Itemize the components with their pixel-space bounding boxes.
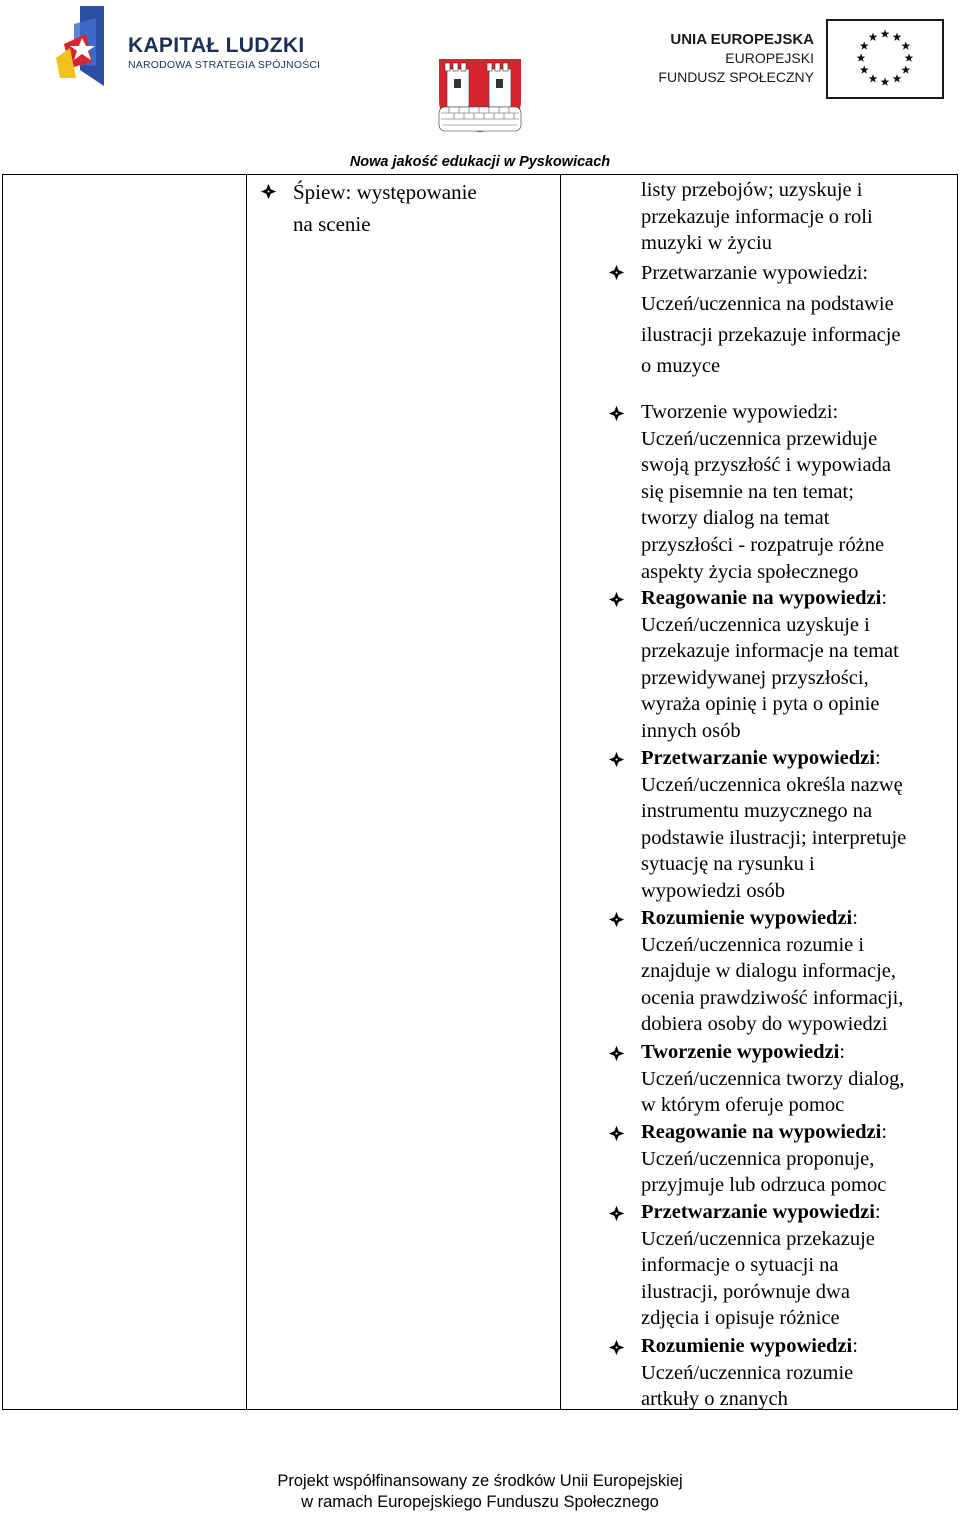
pyskowice-crest-icon [437,57,523,133]
outcome-item [608,905,953,1038]
diamond-bullet-icon [608,1045,625,1062]
kapital-ludzki-subtitle: NARODOWA STRATEGIA SPÓJNOŚCI [128,59,321,71]
outcome-term-colon: : [839,1041,846,1063]
outcome-term: Reagowanie na wypowiedzi [641,1121,882,1143]
ue-line-2: EUROPEJSKI [725,50,814,66]
outcome-line: Uczeń/uczennica uzyskuje i [641,613,870,636]
footer-line-2: w ramach Europejskiego Funduszu Społecznego [301,1493,659,1511]
list-item [608,905,953,1038]
outcome-line: Uczeń/uczennica na podstawie [641,293,894,315]
outcome-line: dobiera osoby do wypowiedzi [641,1013,888,1036]
kapital-ludzki-title: KAPITAŁ LUDZKI [128,34,305,57]
diamond-bullet-icon [608,405,625,422]
list-item [608,1333,953,1413]
outcome-term: Rozumienie wypowiedzi [641,907,853,929]
list-item [608,745,953,905]
eu-star-icon [901,41,910,49]
outcome-term-colon: : [862,262,869,284]
outcome-line: zdjęcia i opisuje różnice [641,1307,840,1330]
list-item [608,585,953,745]
outcome-term-colon: : [874,1201,881,1223]
eu-star-icon [869,74,878,82]
eu-star-icon [860,41,869,49]
outcome-line: artkuły o znanych [641,1388,788,1411]
outcome-line: Uczeń/uczennica rozumie i [641,933,865,956]
outcome-line: o muzyce [641,355,721,377]
footer-line-1: Projekt współfinansowany ze środków Unii Europejskiej [277,1472,683,1490]
outcome-line: Uczeń/uczennica określa nazwę [641,773,903,796]
outcome-item [608,399,953,585]
outcome-item [608,745,953,905]
list-item [608,258,953,382]
outcome-line: swoją przyszłość i wypowiada [641,454,891,477]
outcome-heading [641,1333,953,1360]
diamond-bullet-icon [608,911,625,928]
outcome-term: Tworzenie wypowiedzi [641,1041,840,1063]
outcome-item [608,585,953,745]
outcome-term: Przetwarzanie wypowiedzi [641,1201,875,1223]
eu-flag [826,19,944,99]
outcome-line: przewidywanej przyszłości, [641,666,869,689]
diamond-bullet-icon [608,751,625,768]
outcome-line: Uczeń/uczennica proponuje, [641,1147,875,1170]
continuation-line: listy przebojów; uzyskuje i [641,179,863,201]
outcome-line: w którym oferuje pomoc [641,1094,845,1117]
outcome-term: Przetwarzanie wypowiedzi [641,747,875,769]
outcome-heading [641,585,953,612]
outcome-line: aspekty życia społecznego [641,560,859,583]
outcome-heading [641,258,953,289]
list-item [608,1039,953,1119]
continuation-line: przekazuje informacje o roli [641,205,873,228]
outcome-heading [641,1119,953,1146]
ue-fund-label [640,30,814,87]
list-item [608,1199,953,1332]
outcome-term-colon: : [852,907,858,929]
list-item [260,177,548,241]
outcome-line: wypowiedzi osób [641,879,786,902]
outcome-heading [641,1039,953,1066]
outcome-term-colon: : [881,587,888,609]
outcome-term: Reagowanie na wypowiedzi [641,587,882,609]
continuation-text [641,177,873,257]
outcome-line: przyszłości - rozpatruje różne [641,533,885,556]
kapital-ludzki-logo [56,4,326,94]
ue-line-1: UNIA EUROPEJSKA [670,31,814,48]
outcome-line: przyjmuje lub odrzuca pomoc [641,1174,887,1197]
diamond-bullet-icon [608,1205,625,1222]
outcome-line: informacje o sytuacji na [641,1254,839,1277]
list-item [608,1119,953,1199]
curriculum-table [2,174,958,1410]
program-title: Nowa jakość edukacji w Pyskowicach [349,154,611,170]
list-item [608,399,953,585]
column-divider [246,175,247,1409]
outcome-line: ocenia prawdziwość informacji, [641,986,904,1009]
outcome-heading [641,745,953,772]
outcome-heading [641,399,953,426]
diamond-bullet-icon [608,591,625,608]
column-divider [560,175,561,1409]
outcome-line: się pisemnie na ten temat; [641,480,854,503]
eu-star-icon [869,33,878,41]
eu-star-icon [881,77,890,85]
outcome-item [608,1199,953,1332]
eu-star-icon [905,53,914,61]
eu-star-icon [893,74,902,82]
outcome-line: innych osób [641,719,741,742]
outcome-item [608,1039,953,1119]
outcome-line: Uczeń/uczennica przekazuje [641,1227,875,1250]
diamond-bullet-icon [260,183,277,200]
outcome-term: Tworzenie wypowiedzi [641,401,833,423]
outcome-line: podstawie ilustracji; interpretuje [641,826,907,849]
outcome-term-colon: : [881,1121,888,1143]
diamond-bullet-icon [608,1125,625,1142]
eu-star-icon [857,53,866,61]
outcome-line: tworzy dialog na temat [641,507,830,530]
outcome-item [608,258,953,382]
outcome-heading [641,1199,953,1226]
kapital-ludzki-emblem-icon [56,4,116,94]
continuation-line: muzyki w życiu [641,232,772,255]
outcome-line: ilustracji, porównuje dwa [641,1280,850,1303]
outcome-line: sytuację na rysunku i [641,853,815,876]
outcome-item [608,1119,953,1199]
outcome-term-colon: : [852,1335,858,1357]
eu-star-icon [860,65,869,73]
topic-item [260,177,548,241]
outcome-line: Uczeń/uczennica rozumie [641,1361,854,1384]
topic-line-2: na scenie [293,212,371,236]
diamond-bullet-icon [608,264,625,281]
outcome-heading [641,905,953,932]
outcome-term-colon: : [874,747,881,769]
outcome-term-colon: : [832,401,839,423]
diamond-bullet-icon [608,1339,625,1356]
outcome-term: Przetwarzanie wypowiedzi [641,262,863,284]
outcome-item [608,1333,953,1413]
outcome-line: Uczeń/uczennica tworzy dialog, [641,1067,905,1090]
outcome-line: znajduje w dialogu informacje, [641,960,897,983]
outcome-line: przekazuje informacje na temat [641,640,899,663]
footer [0,1471,960,1513]
ue-line-3: FUNDUSZ SPOŁECZNY [658,69,814,85]
outcome-line: ilustracji przekazuje informacje [641,324,901,346]
topic-line-1: Śpiew: występowanie [293,180,477,204]
outcome-line: instrumentu muzycznego na [641,800,873,823]
eu-star-icon [901,65,910,73]
eu-star-icon [893,33,902,41]
eu-stars-icon [828,21,942,97]
eu-star-icon [881,29,890,37]
outcome-term: Rozumienie wypowiedzi [641,1335,853,1357]
outcome-line: wyraża opinię i pyta o opinie [641,693,880,716]
outcome-line: Uczeń/uczennica przewiduje [641,427,878,450]
